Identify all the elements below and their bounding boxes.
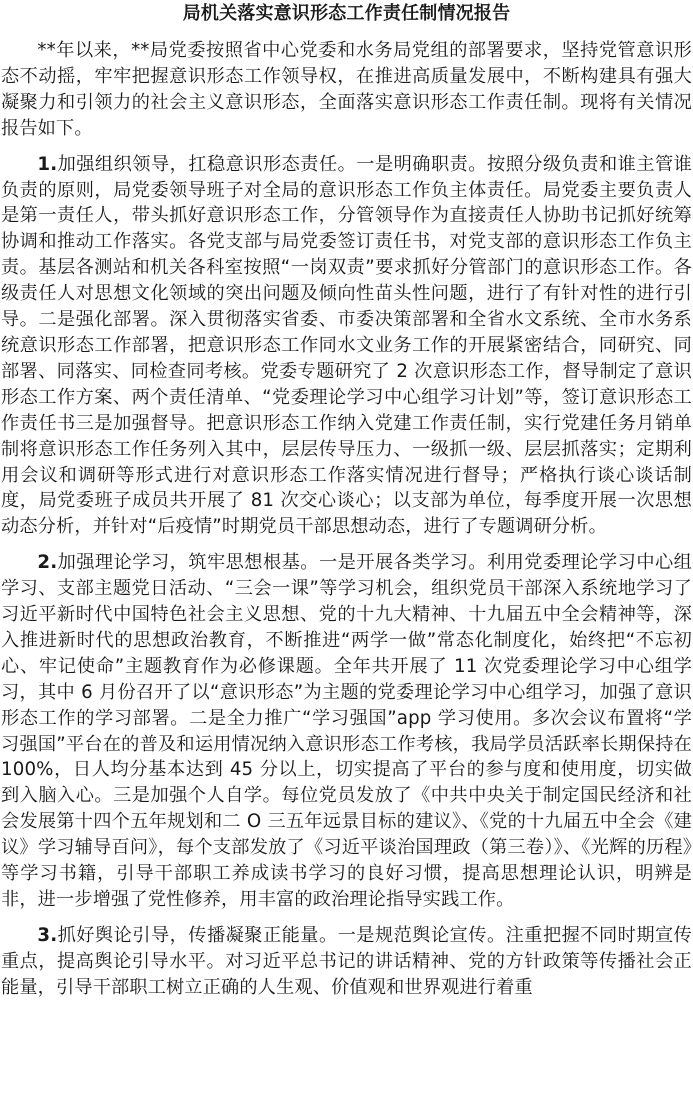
section-3-text: 抓好舆论引导，传播凝聚正能量。一是规范舆论宣传。注重把握不同时期宣传重点，提高舆论引导水平。对习近平总书记的讲话精神、党的方针政策等传播社会正能量，引导干部职工树立正确的人生观、价值观和世界观进行着重 — [1, 924, 692, 998]
section-2-text: 加强理论学习，筑牢思想根基。一是开展各类学习。利用党委理论学习中心组学习、支部主题党日活动、“三会一课”等学习机会，组织党员干部深入系统地学习了习近平新时代中国特色社会主义思想、党的十九大精神、十九届五中全会精神等，深入推进新时代的思想政治教育，不断推进“两学一做”常态化制度化，始终把“不忘初心、牢记使命”主题教育作为必修课题。全年共开展了 11 次党委理论学习中心组学习，其中 6 月份召开了以“意识形态”为主题的党委理论学习中心组学习，加强了意识形态工作的学习部署。二是全力推广“学习强国”app 学习使用。多次会议布置将“学习强国”平台在的普及和运用情况纳入意识形态工作考核，我局学员活跃率长期保持在 100%，日人均分基本达到 45 分以上，切实提高了平台的参与度和使用度，切实做到入脑入心。三是加强个人自学。每位党员发放了《中共中央关于制定国民经济和社会发展第十四个五年规划和二 O 三五年远景目标的建议》、《党的十九届五中全会《建议》学习辅导百问》，每个支部发放了《习近平谈治国理政（第三卷）》、《光辉的历程》等学习书籍，引导干部职工养成读书学习的良好习惯，提高思想理论认识，明辨是非，进一步增强了党性修养，用丰富的政治理论指导实践工作。 — [1, 552, 692, 910]
section-1-number: 1. — [37, 153, 58, 175]
intro-paragraph: **年以来，**局党委按照省中心党委和水务局党组的部署要求，坚持党管意识形态不动摇，牢牢把握意识形态工作领导权，在推进高质量发展中，不断构建具有强大凝聚力和引领力的社会主义意识形态，全面落实意识形态工作责任制。现将有关情况报告如下。 — [1, 40, 692, 139]
section-3-number: 3. — [37, 924, 58, 946]
section-1-text: 加强组织领导，扛稳意识形态责任。一是明确职责。按照分级负责和谁主管谁负责的原则，局党委领导班子对全局的意识形态工作负主体责任。局党委主要负责人是第一责任人，带头抓好意识形态工作，分管领导作为直接责任人协助书记抓好统筹协调和推动工作落实。各党支部与局党委签订责任书，对党支部的意识形态工作负主责。基层各测站和机关各科室按照“一岗双责”要求抓好分管部门的意识形态工作。各级责任人对思想文化领域的突出问题及倾向性苗头性问题，进行了有针对性的进行引导。二是强化部署。深入贯彻落实省委、市委决策部署和全省水文系统、全市水务系统意识形态工作部署，把意识形态工作同水文业务工作的开展紧密结合，同研究、同部署、同落实、同检查同考核。党委专题研究了 2 次意识形态工作，督导制定了意识形态工作方案、两个责任清单、“党委理论学习中心组学习计划”等，签订意识形态工作责任书三是加强督导。把意识形态工作纳入党建工作责任制，实行党建任务月销单制将意识形态工作任务列入其中，层层传导压力、一级抓一级、层层抓落实；定期利用会议和调研等形式进行对意识形态工作落实情况进行督导；严格执行谈心谈话制度，局党委班子成员共开展了 81 次交心谈心；以支部为单位，每季度开展一次思想动态分析，并针对“后疫情”时期党员干部思想动态，进行了专题调研分析。 — [1, 153, 692, 538]
section-2-paragraph — [1, 550, 692, 913]
section-3-paragraph — [1, 923, 692, 1001]
section-2-number: 2. — [37, 552, 58, 574]
document-title: 局机关落实意识形态工作责任制情况报告 — [182, 3, 511, 24]
section-1-paragraph — [1, 152, 692, 541]
